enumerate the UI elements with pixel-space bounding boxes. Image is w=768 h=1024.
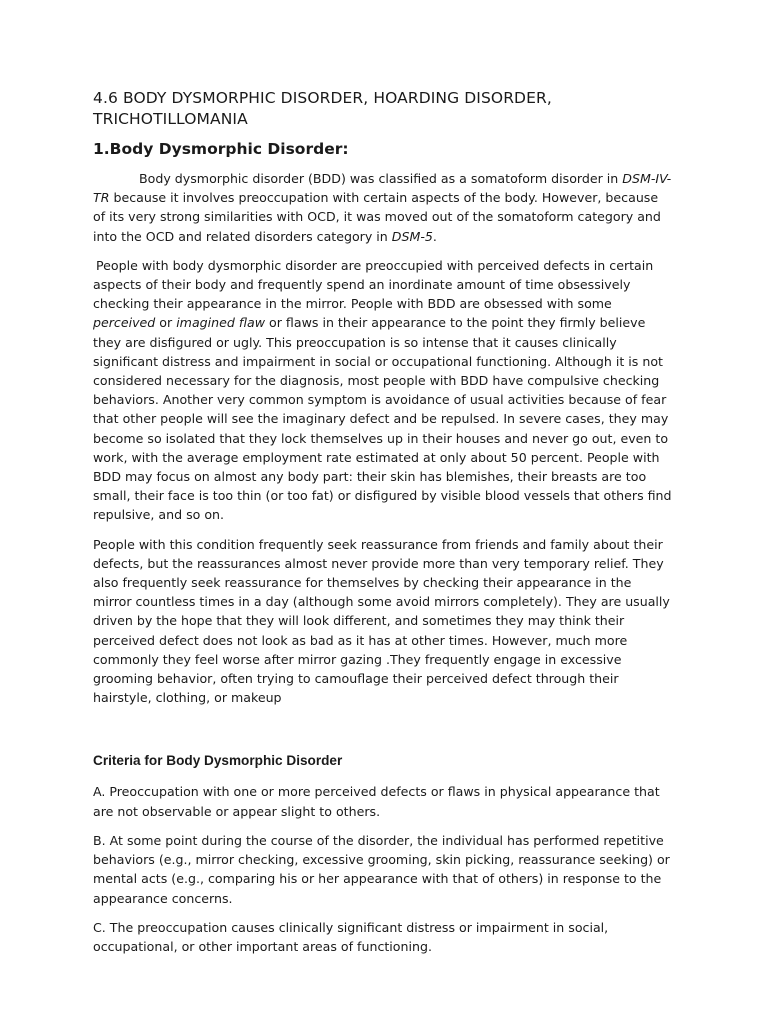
text-run: . <box>432 228 437 244</box>
heading-body-dysmorphic-disorder: 1.Body Dysmorphic Disorder: <box>93 140 349 158</box>
text-run: because it involves preoccupation with certain aspects of the body. However, because of its very strong similarities with OCD, it was moved out of the somatoform category and into the OCD and related disorders category in <box>93 190 661 244</box>
paragraph-bdd-symptoms <box>93 256 673 525</box>
text-run: or <box>155 315 177 331</box>
criteria-heading: Criteria for Body Dysmorphic Disorder <box>93 753 343 769</box>
paragraph-bdd-classification <box>93 169 673 246</box>
section-title-line-2: TRICHOTILLOMANIA <box>93 110 248 128</box>
italic-run: DSM-5 <box>391 228 433 244</box>
italic-run: perceived <box>93 315 156 331</box>
section-title <box>93 88 673 130</box>
section-title-line-1: 4.6 BODY DYSMORPHIC DISORDER, HOARDING DISORDER, <box>93 89 552 107</box>
document-page <box>93 88 673 966</box>
criterion-a: A. Preoccupation with one or more perceived defects or flaws in physical appearance that are not observable or appear slight to others. <box>93 784 660 819</box>
italic-run: DSM-IV-TR <box>93 171 672 206</box>
italic-run: imagined flaw <box>176 315 266 331</box>
text-run: Body dysmorphic disorder (BDD) was classified as a somatoform disorder in <box>139 171 623 186</box>
criterion-b: B. At some point during the course of the disorder, the individual has performed repetitive behaviors (e.g., mirror checking, excessive grooming, skin picking, reassurance seeking) or mental acts (e.g., comparing his or her appearance with that of others) in response to the appearance concerns. <box>93 832 670 906</box>
spacer <box>93 717 673 751</box>
text-run: People with body dysmorphic disorder are preoccupied with perceived defects in certain aspects of their body and frequently spend an inordinate amount of time obsessively checking their appearance in the mirror. People with BDD are obsessed with some <box>93 257 654 312</box>
text-run: or flaws in their appearance to the point they firmly believe they are disfigured or ugly. This preoccupation is so intense that it causes clinically significant distress and impairment in social or occupational functioning. Although it is not considered necessary for the diagnosis, most people with BDD have compulsive checking behaviors. Another very common symptom is avoidance of usual activities because of fear that other people will see the imaginary defect and be repulsed. In severe cases, they may become so isolated that they lock themselves up in their houses and never go out, even to work, with the average employment rate estimated at only about 50 percent. People with BDD may focus on almost any body part: their skin has blemishes, their breasts are too small, their face is too thin (or too fat) or disfigured by visible blood vessels that others find repulsive, and so on. <box>93 315 672 523</box>
criterion-c: C. The preoccupation causes clinically significant distress or impairment in social, occupational, or other important areas of functioning. <box>93 919 609 954</box>
paragraph-bdd-reassurance: People with this condition frequently seek reassurance from friends and family about their defects, but the reassurances almost never provide more than very temporary relief. They also frequently seek reassurance for themselves by checking their appearance in the mirror countless times in a day (although some avoid mirrors completely). They are usually driven by the hope that they will look different, and sometimes they may think their perceived defect does not look as bad as it has at other times. However, much more commonly they feel worse after mirror gazing .They frequently engage in excessive grooming behavior, often trying to camouflage their perceived defect through their hairstyle, clothing, or makeup <box>93 536 670 706</box>
